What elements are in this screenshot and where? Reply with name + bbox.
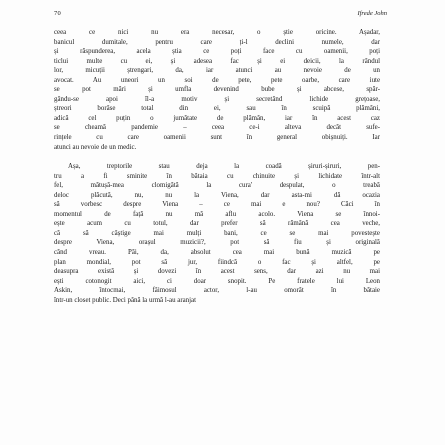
body-text: [54, 28, 380, 305]
text-line: tru a fi sminite în bătaia cu chinuite și lichidate într-alt: [54, 172, 380, 180]
text-line: ceea ce nici nu era necesar, o știe oricine. Așadar,: [54, 29, 380, 36]
text-line: ești cotonogit aici, ci doar snopit. Pe fratele lui Leon: [54, 277, 380, 285]
text-line: într-un closet public. Deci până la urmă l-au aranjat: [54, 296, 197, 304]
text-line: banicul dumitale, pentru care ți-l declini numele, dar: [54, 38, 380, 46]
text-line: rințele cu care oamenii sunt în general obișnuiți. Iar: [54, 134, 380, 142]
text-line: ștreori borâse total din ei, sau în scuipă plămâni,: [54, 105, 380, 113]
text-line: că să câștige mai mulți bani, ce se mai povestește: [54, 229, 380, 237]
text-line: despre Viena, orașul muzicii?, pot să fiu și originală: [54, 239, 380, 247]
text-line: avocat. Au uneori un soi de pete, pete oarbe, care iute: [54, 76, 380, 84]
running-title: Ifrede John: [357, 10, 387, 17]
text-line: și răspunderea, acela știa ce poți face cu oamenii, poți: [54, 48, 380, 56]
text-line: Askin, întocmai, fâimosul actor, l-au omorât în bătaie: [54, 287, 380, 295]
page-number: 70: [54, 10, 61, 17]
text-line: ește acum cu totul, dar prefer să rămână cea veche,: [54, 220, 380, 228]
paragraph-gap: [54, 152, 380, 162]
text-line: adică cel puțin o jumătate de plămân, iar în acest caz: [54, 114, 380, 122]
text-line: deloc plăcută, nu, nu la Viena, dar asta-mi dă ocazia: [54, 191, 380, 199]
text-line: atunci au nevoie de un medic.: [54, 143, 137, 151]
text-line: se cheamă pandemie – ceea ce-i alteva decât sufe-: [54, 124, 380, 132]
paragraph-1: [54, 28, 380, 152]
running-header: [0, 10, 445, 22]
text-line: plan mondial, pot să jur, fiindcă o fac și altfel, pe: [54, 258, 380, 266]
text-line: lor, micuții ștrengari, da, iar atunci au nevoie de un: [54, 67, 380, 75]
text-line: ticlui multe cu ei, și adesea fac și ei deicii, la rândul: [54, 57, 380, 65]
text-line: se pot mări și umfla devenind bube și abcese, spăr-: [54, 86, 380, 94]
text-line: gându-se apoi îl-a motiv și secretând lichide grețoase,: [54, 95, 380, 103]
text-line: fel, mătușă-mea clomigătă la cura' despulat, o treabă: [54, 182, 380, 190]
text-line: momentul de față nu mă aflu acolo. Viena se înnoi-: [54, 210, 380, 218]
text-line: să vorbesc despre Viena – ce mai e nou? Căci în: [54, 201, 380, 209]
text-line: deasupra există și dovezi în acest sens, dar azi nu mai: [54, 268, 380, 276]
text-line: Așa, treptorile stau deja la coadă șiruri-șiruri, pen-: [68, 163, 380, 171]
text-line: când vreau. Păi, da, absolut cea mai bună muzică pe: [54, 249, 380, 257]
paragraph-2: [54, 162, 380, 305]
